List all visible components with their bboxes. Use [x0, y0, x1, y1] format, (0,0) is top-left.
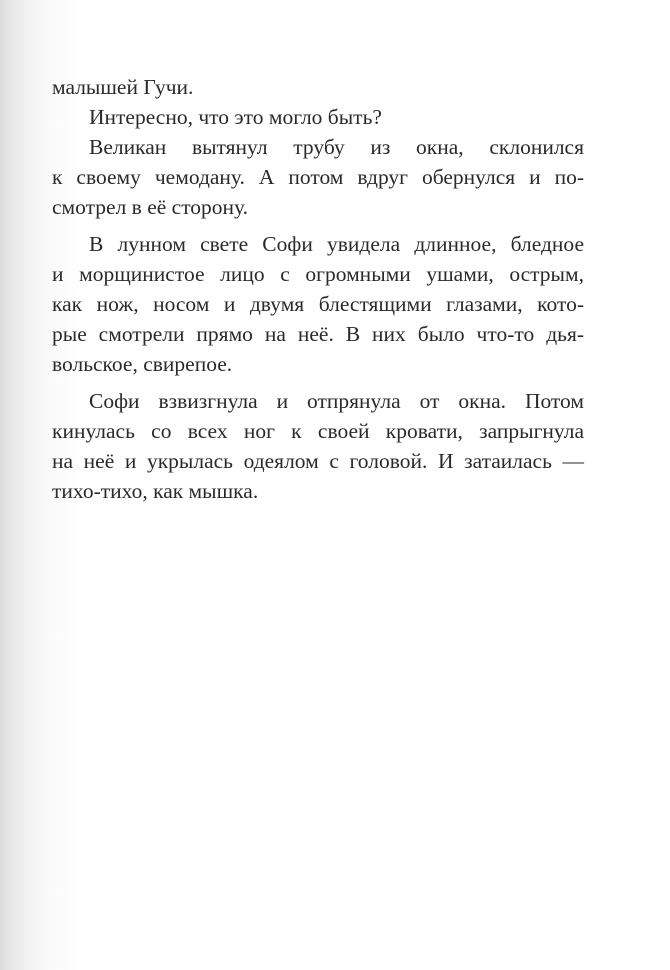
text-line: на неё и укрылась одеялом с головой. И затаилась —	[52, 449, 584, 473]
paragraph	[52, 132, 584, 222]
text-line: к своему чемодану. А потом вдруг обернулся и по-	[52, 165, 584, 189]
text-line: В лунном свете Софи увидела длинное, бледное	[89, 232, 584, 256]
text-line: смотрел в её сторону.	[52, 195, 249, 219]
text-line: Софи взвизгнула и отпрянула от окна. Потом	[89, 389, 584, 413]
paragraph	[52, 386, 584, 506]
text-line: рые смотрели прямо на неё. В них было что-то дья-	[52, 322, 584, 346]
text-line: и морщинистое лицо с огромными ушами, острым,	[52, 262, 584, 286]
text-line: вольское, свирепое.	[52, 352, 233, 376]
paragraph	[52, 72, 584, 102]
text-line: малышей Гучи.	[52, 75, 194, 99]
text-line: как нож, носом и двумя блестящими глазами, кото-	[52, 292, 584, 316]
text-line: Великан вытянул трубу из окна, склонился	[89, 135, 584, 159]
text-line: Интересно, что это могло быть?	[89, 105, 382, 129]
text-line: тихо-тихо, как мышка.	[52, 479, 259, 503]
text-line: кинулась со всех ног к своей кровати, запрыгнула	[52, 419, 584, 443]
page-text	[52, 72, 584, 506]
paragraph	[52, 229, 584, 379]
paragraph	[52, 102, 584, 132]
